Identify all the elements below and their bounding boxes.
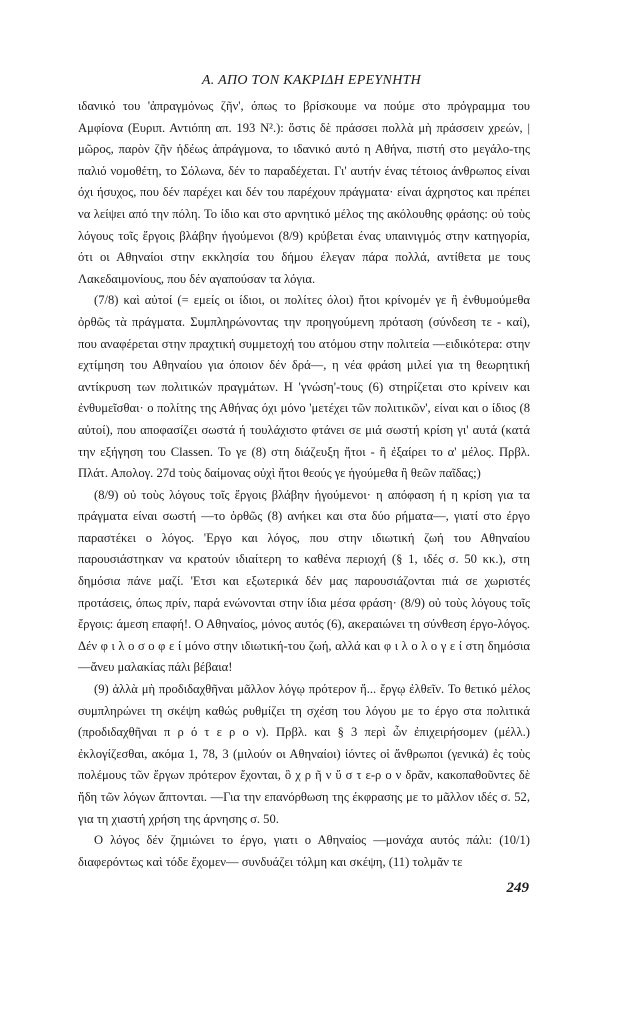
paragraph-4: (9) ἀλλὰ μὴ προδιδαχθῆναι μᾶλλον λόγῳ πρότερον ἤ... ἔργῳ ἐλθεῖν. Το θετικό μέλος συμπληρώνει τη σκέψη καθώς ρυθμίζει τη σχέση του λόγου με το έργο στα πολιτικά (προδιδαχθῆναι π ρ ό τ ε ρ ο ν). Πρβλ. και § 3 περὶ ὧν ἐπιχειρήσομεν (μέλλ.) ἐκλογίζεσθαι, ακόμα 1, 78, 3 (μιλούν οι Αθηναίοι) ἰόντες οἱ ἄνθρωποι (γενικά) ἐς τοὺς πολέμους τῶν ἔργων πρότερον ἔχονται, ὃ χ ρ ῆ ν ὕ σ τ ε-ρ ο ν δρᾶν, κακοπαθοῦντες δὲ ἤδη τῶν λόγων ἅπτονται. —Για την επανόρθωση της έκφρασης με το μᾶλλον ιδές σ. 52, για τη χιαστή χρήση της άρνησης σ. 50.: [78, 682, 530, 826]
paragraph-3: (8/9) οὐ τοὺς λόγους τοῖς ἔργοις βλάβην ἡγούμενοι· η απόφαση ή η κρίση για τα πράγματα είναι σωστή —το ὀρθῶς (8) ανήκει και στα δύο ρήματα—, γιατί στο έργο παραστέκει ο λόγος. 'Εργο και λόγος, που στην ιδιωτική ζωή του Αθηναίου παρουσιάστηκαν να κρατούν ιδιαίτερη το καθένα περιοχή (§ 1, ιδές σ. 50 κκ.), στη δημόσια πάνε μαζί. 'Ετσι και εξωτερικά δέν μας παρουσιάζονται πιά σε χωριστές προτάσεις, όπως πρίν, παρά ενώνονται στην ίδια μέσα φράση· (8/9) οὐ τοὺς λόγους τοῖς ἔργοις: άμεση επαφή!. Ο Αθηναίος, μόνος αυτός (6), ακεραιώνει τη σύνθεση έργο-λόγος. Δέν φ ι λ ο σ ο φ ε ί μόνο στην ιδιωτική-του ζωή, αλλά και φ ι λ ο λ ο γ ε ί στη δημόσια —ἄνευ μαλακίας πάλι βέβαια!: [78, 487, 530, 675]
page-number: 249: [506, 880, 529, 896]
paragraph-5: Ο λόγος δέν ζημιώνει το έργο, γιατι ο Αθηναίος —μονάχα αυτός πάλι: (10/1) διαφερόντως καὶ τόδε ἔχομεν— συνδυάζει τόλμη και σκέψη, (11) τολμᾶν τε: [78, 833, 530, 869]
running-head: Α. ΑΠΟ ΤΟΝ ΚΑΚΡΙΔΗ ΕΡΕΥΝΗΤΗ: [201, 73, 422, 88]
paragraph-1: ιδανικό του 'ἀπραγμόνως ζῆν', όπως το βρίσκουμε να πούμε στο πρόγραμμα του Αμφίονα (Ευριπ. Αντιόπη απ. 193 N².): ὅστις δὲ πράσσει πολλὰ μὴ πράσσειν χρεών, | μῶρος, παρὸν ζῆν ἡδέως ἀπράγμονα, το ιδανικό αυτό η Αθήνα, πιστή στο μεγάλο-της παλιό νομοθέτη, το Σόλωνα, δέν το παραδέχεται. Γι' αυτήν ένας τέτοιος άνθρωπος είναι όχι ήσυχος, που δέν παρέχει και δέν του παρέχουν πράγματα· είναι άχρηστος και πρέπει να λείψει από την πόλη. Το ίδιο και στο αρνητικό μέλος της ακόλουθης φράσης: οὐ τοὺς λόγους τοῖς ἔργοις βλάβην ἡγούμενοι (8/9) κρύβεται ένας υπαινιγμός στην κατηγορία, ότι οι Αθηναίοι στην εκκλησία του δήμου έλεγαν πάρα πολλά, αντίθετα με τους Λακεδαιμονίους, που δέν αγαπούσαν τα λόγια.: [78, 99, 530, 286]
body-text: [78, 96, 530, 873]
paragraph-2: (7/8) καὶ αὐτοί (= εμείς οι ίδιοι, οι πολίτες όλοι) ἤτοι κρίνομέν γε ἢ ἐνθυμούμεθα ὀρθῶς τὰ πράγματα. Συμπληρώνοντας την προηγούμενη πρόταση (σύνδεση τε - καί), που αναφέρεται στην πραχτική συμμετοχή του ατόμου στην πολιτεία —ειδικότερα: στην εχτίμηση του Αθηναίου για όποιον δέν δρά—, η νέα φράση μιλεί για τη θεωρητική αντίκρυση των πολιτικών πραγμάτων. Η 'γνώση'-τους (6) στηρίζεται στο κρίνειν και ἐνθυμεῖσθαι· ο πολίτης της Αθήνας όχι μόνο 'μετέχει τῶν πολιτικῶν', είναι και ο ίδιος (8 αὐτοί), που αποφασίζει σωστά ή τουλάχιστο φτάνει σε μιά σωστή κρίση γι' αυτά (κατά την εξήγηση του Classen. Το γε (8) στη διάζευξη ἤτοι - ἢ ἐξαίρει το α' μέλος. Πρβλ. Πλάτ. Απολογ. 27d τοὺς δαίμονας οὐχὶ ἤτοι θεούς γε ἡγούμεθα ἢ θεῶν παῖδας;): [78, 293, 530, 481]
